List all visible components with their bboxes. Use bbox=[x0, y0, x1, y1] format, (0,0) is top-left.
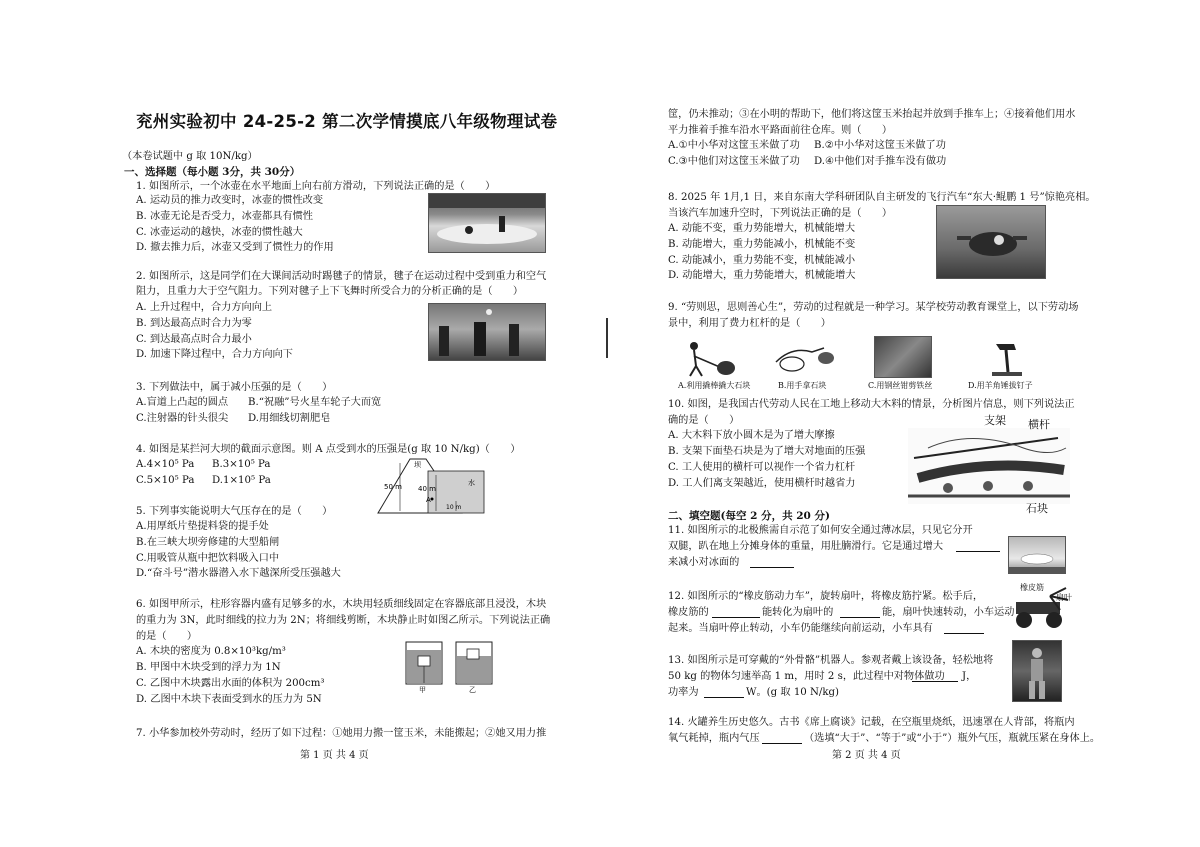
q11-line2: 双腿，趴在地上分摊身体的重量，用肚腩滑行。它是通过增大 bbox=[668, 541, 944, 552]
q13-blank-1[interactable] bbox=[912, 681, 958, 682]
q14-line2b: （选填“大于”、“等于”或“小于”）瓶外气压，瓶就压紧在身体上。 bbox=[804, 733, 1101, 744]
right-page bbox=[600, 0, 1200, 847]
q5-option-a: A.用厚纸片垫提料袋的提手处 bbox=[136, 521, 269, 532]
container-diagram bbox=[400, 634, 500, 694]
q3-option-b: B.“祝融”号火星车轮子大而宽 bbox=[248, 397, 382, 408]
q5-option-b: B.在三峡大坝旁修建的大型船闸 bbox=[136, 537, 280, 548]
q4-option-d: D.1×10⁵ Pa bbox=[212, 475, 271, 486]
q1-option-b: B. 冰壶无论是否受力，冰壶都具有惯性 bbox=[136, 211, 313, 222]
page-footer-right: 第 2 页 共 4 页 bbox=[832, 750, 901, 761]
q5-option-c: C.用吸管从瓶中把饮料吸入口中 bbox=[136, 553, 280, 564]
q12-line3: 起来。当扇叶停止转动，小车仍能继续向前运动，小车具有 bbox=[668, 623, 933, 634]
q14-blank[interactable] bbox=[762, 743, 802, 744]
q5-stem: 5. 下列事实能说明大气压存在的是（ ） bbox=[136, 506, 333, 517]
exoskeleton-photo bbox=[1012, 640, 1062, 702]
q10-option-a: A. 大木料下放小圆木是为了增大摩擦 bbox=[668, 430, 835, 441]
q12-blank-2[interactable] bbox=[840, 617, 880, 618]
label-shanye: 扇叶 bbox=[1056, 593, 1072, 602]
q13-line3b: W。(g 取 10 N/kg) bbox=[746, 687, 840, 698]
dam-height-label: 50 m bbox=[384, 483, 402, 491]
page-footer-left: 第 1 页 共 4 页 bbox=[300, 750, 369, 761]
section-fill-heading: 二、填空题(每空 2 分，共 20 分) bbox=[668, 510, 830, 522]
pliers-photo bbox=[874, 336, 932, 378]
q5-option-d: D.“奋斗号”潜水器潜入水下越深所受压强越大 bbox=[136, 568, 341, 579]
q4-option-a: A.4×10⁵ Pa bbox=[136, 459, 195, 470]
q8-stem-line2: 当该汽车加速升空时，下列说法正确的是（ ） bbox=[668, 208, 893, 219]
q13-blank-2[interactable] bbox=[704, 697, 744, 698]
q3-option-c: C.注射器的针头很尖 bbox=[136, 413, 229, 424]
q6-option-c: C. 乙图中木块露出水面的体积为 200cm³ bbox=[136, 678, 325, 689]
q6-option-a: A. 木块的密度为 0.8×10³kg/m³ bbox=[136, 646, 286, 657]
crowbar-figure bbox=[682, 338, 738, 378]
exam-title: 兖州实验初中 24-25-2 第二次学情摸底八年级物理试卷 bbox=[136, 112, 558, 131]
q7-option-c: C.③中他们对这筐玉米做了功 bbox=[668, 156, 800, 167]
label-shikuai: 石块 bbox=[1026, 502, 1048, 515]
q12-line1: 12. 如图所示的“橡皮筋动力车”，旋转扇叶，将橡皮筋拧紧。松手后， bbox=[668, 591, 984, 602]
q3-option-d: D.用细线切割肥皂 bbox=[248, 413, 331, 424]
q13-line2-end: J， bbox=[962, 671, 977, 682]
q6-stem-line2: 的重力为 3N，此时细线的拉力为 2N；将细线剪断，木块静止时如图乙所示。下列说法正确 bbox=[136, 615, 551, 626]
q9-stem-line2: 景中，利用了费力杠杆的是（ ） bbox=[668, 318, 831, 329]
q2-stem-line1: 2. 如图所示，这是同学们在大课间活动时踢毽子的情景，毽子在运动过程中受到重力和空气 bbox=[136, 271, 547, 282]
hammer-figure bbox=[986, 338, 1026, 378]
q11-blank-2[interactable] bbox=[750, 567, 794, 568]
fig-jia-label: 甲 bbox=[419, 686, 426, 694]
q10-stem-line2: 确的是（ ） bbox=[668, 415, 740, 426]
q7-option-a: A.①中小华对这筐玉米做了功 bbox=[668, 140, 800, 151]
polar-bear-photo bbox=[1008, 536, 1066, 574]
q13-line3a: 功率为 bbox=[668, 687, 699, 698]
q9-option-c: C.用钢丝钳剪铁丝 bbox=[868, 381, 933, 390]
q8-option-b: B. 动能增大，重力势能减小，机械能不变 bbox=[668, 239, 856, 250]
q12-line2a: 橡皮筋的 bbox=[668, 607, 709, 618]
point-depth-label: 10 m bbox=[446, 504, 462, 511]
q3-option-a: A.盲道上凸起的圆点 bbox=[136, 397, 229, 408]
q6-option-b: B. 甲图中木块受到的浮力为 1N bbox=[136, 662, 281, 673]
q11-line3: 来减小对冰面的 bbox=[668, 557, 740, 568]
label-henggan: 横杆 bbox=[1028, 418, 1050, 431]
q10-stem-line1: 10. 如图，是我国古代劳动人民在工地上移动大木料的情景，分析图片信息，则下列说法正 bbox=[668, 399, 1075, 410]
q12-line2b: 能转化为扇叶的 bbox=[762, 607, 834, 618]
q14-line1: 14. 火罐养生历史悠久。古书《席上腐谈》记载，在空瓶里烧纸，迅速罩在人背部，将瓶内 bbox=[668, 717, 1075, 728]
q7-option-d: D.④中他们对手推车没有做功 bbox=[814, 156, 947, 167]
q2-option-d: D. 加速下降过程中，合力方向向下 bbox=[136, 349, 293, 360]
q8-option-c: C. 动能减小，重力势能不变，机械能减小 bbox=[668, 255, 856, 266]
hand-stone-figure bbox=[772, 338, 842, 378]
q6-stem-line1: 6. 如图甲所示，柱形容器内盛有足够多的水，木块用轻质细线固定在容器底部且浸没，木块 bbox=[136, 599, 547, 610]
q7-cont-line2: 平力推着手推车沿水平路面前往仓库。则（ ） bbox=[668, 125, 893, 136]
q10-option-b: B. 支架下面垫石块是为了增大对地面的压强 bbox=[668, 446, 866, 457]
label-zhijia: 支架 bbox=[984, 414, 1006, 427]
q11-line1: 11. 如图所示的北极熊需自示范了如何安全通过薄冰层，只见它分开 bbox=[668, 525, 973, 536]
flying-car-photo bbox=[936, 205, 1046, 279]
gravity-note: （本卷试题中 g 取 10N/kg） bbox=[122, 151, 258, 162]
water-depth-label: 40 m bbox=[418, 485, 436, 493]
section-choice-heading: 一、选择题（每小题 3分，共 30分） bbox=[124, 166, 301, 178]
q13-line1: 13. 如图所示是可穿戴的“外骨骼”机器人。参观者戴上该设备，轻松地将 bbox=[668, 655, 994, 666]
q14-line2a: 氧气耗掉，瓶内气压 bbox=[668, 733, 760, 744]
q4-option-c: C.5×10⁵ Pa bbox=[136, 475, 195, 486]
q9-option-d: D.用羊角锤拔钉子 bbox=[968, 381, 1033, 390]
curling-photo bbox=[428, 193, 546, 253]
label-xiangpijin: 橡皮筋 bbox=[1020, 583, 1044, 592]
q9-stem-line1: 9. “劳则思，思则善心生”，劳动的过程就是一种学习。某学校劳动教育课堂上，以下劳动场 bbox=[668, 302, 1079, 313]
q6-stem-line3: 的是（ ） bbox=[136, 631, 198, 642]
q12-line2c: 能，扇叶快速转动，小车运动 bbox=[882, 607, 1015, 618]
q7-cont-line1: 筐，仍未推动；③在小明的帮助下，他们将这筐玉米抬起并放到手推车上；④接着他们用水 bbox=[668, 109, 1076, 120]
point-a-label: A bbox=[426, 496, 431, 504]
q9-option-a: A.利用撬棒撬大石块 bbox=[678, 381, 751, 390]
q9-option-b: B.用手拿石块 bbox=[778, 381, 827, 390]
q8-option-a: A. 动能不变，重力势能增大，机械能增大 bbox=[668, 223, 856, 234]
dam-top-label: 坝 bbox=[414, 461, 421, 469]
q13-line2: 50 kg 的物体匀速举高 1 m，用时 2 s，此过程中对物体做功 bbox=[668, 671, 945, 682]
q1-option-c: C. 冰壶运动的越快，冰壶的惯性越大 bbox=[136, 227, 303, 238]
water-label: 水 bbox=[468, 479, 475, 487]
q3-stem: 3. 下列做法中，属于减小压强的是（ ） bbox=[136, 382, 333, 393]
q1-stem: 1. 如图所示，一个冰壶在水平地面上向右前方滑动，下列说法正确的是（ ） bbox=[136, 181, 496, 192]
dam-diagram bbox=[370, 455, 490, 517]
q2-stem-line2: 阻力，且重力大于空气阻力。下列对毽子上下飞舞时所受合力的分析正确的是（ ） bbox=[136, 286, 524, 297]
q10-option-d: D. 工人们离支架越近，使用横杆时越省力 bbox=[668, 478, 856, 489]
q1-option-a: A. 运动员的推力改变时，冰壶的惯性改变 bbox=[136, 195, 324, 206]
q2-option-a: A. 上升过程中，合力方向向上 bbox=[136, 302, 273, 313]
q4-option-b: B.3×10⁵ Pa bbox=[212, 459, 271, 470]
q11-blank-1[interactable] bbox=[956, 551, 1000, 552]
q10-option-c: C. 工人使用的横杆可以视作一个省力杠杆 bbox=[668, 462, 856, 473]
shuttlecock-photo bbox=[428, 303, 546, 361]
fig-yi-label: 乙 bbox=[469, 686, 476, 694]
q8-stem-line1: 8. 2025 年 1月,1 日，来自东南大学科研团队自主研发的飞行汽车“东大·鲲鹏 1 号”惊艳亮相。 bbox=[668, 192, 1096, 203]
q2-option-c: C. 到达最高点时合力最小 bbox=[136, 334, 252, 345]
q12-blank-1[interactable] bbox=[712, 617, 760, 618]
q2-option-b: B. 到达最高点时合力为零 bbox=[136, 318, 252, 329]
q7-stem: 7. 小华参加校外劳动时，经历了如下过程：①她用力搬一筐玉米，未能搬起；②她又用力推 bbox=[136, 728, 547, 739]
q7-option-b: B.②中小华对这筐玉米做了功 bbox=[814, 140, 946, 151]
q8-option-d: D. 动能增大，重力势能增大，机械能增大 bbox=[668, 270, 856, 281]
q4-stem: 4. 如图是某拦河大坝的截面示意图。则 A 点受到水的压强是(g 取 10 N/kg)（ ） bbox=[136, 444, 521, 455]
q6-option-d: D. 乙图中木块下表面受到水的压力为 5N bbox=[136, 694, 322, 705]
q1-option-d: D. 撤去推力后，冰壶又受到了惯性力的作用 bbox=[136, 242, 334, 253]
q12-blank-3[interactable] bbox=[944, 633, 984, 634]
